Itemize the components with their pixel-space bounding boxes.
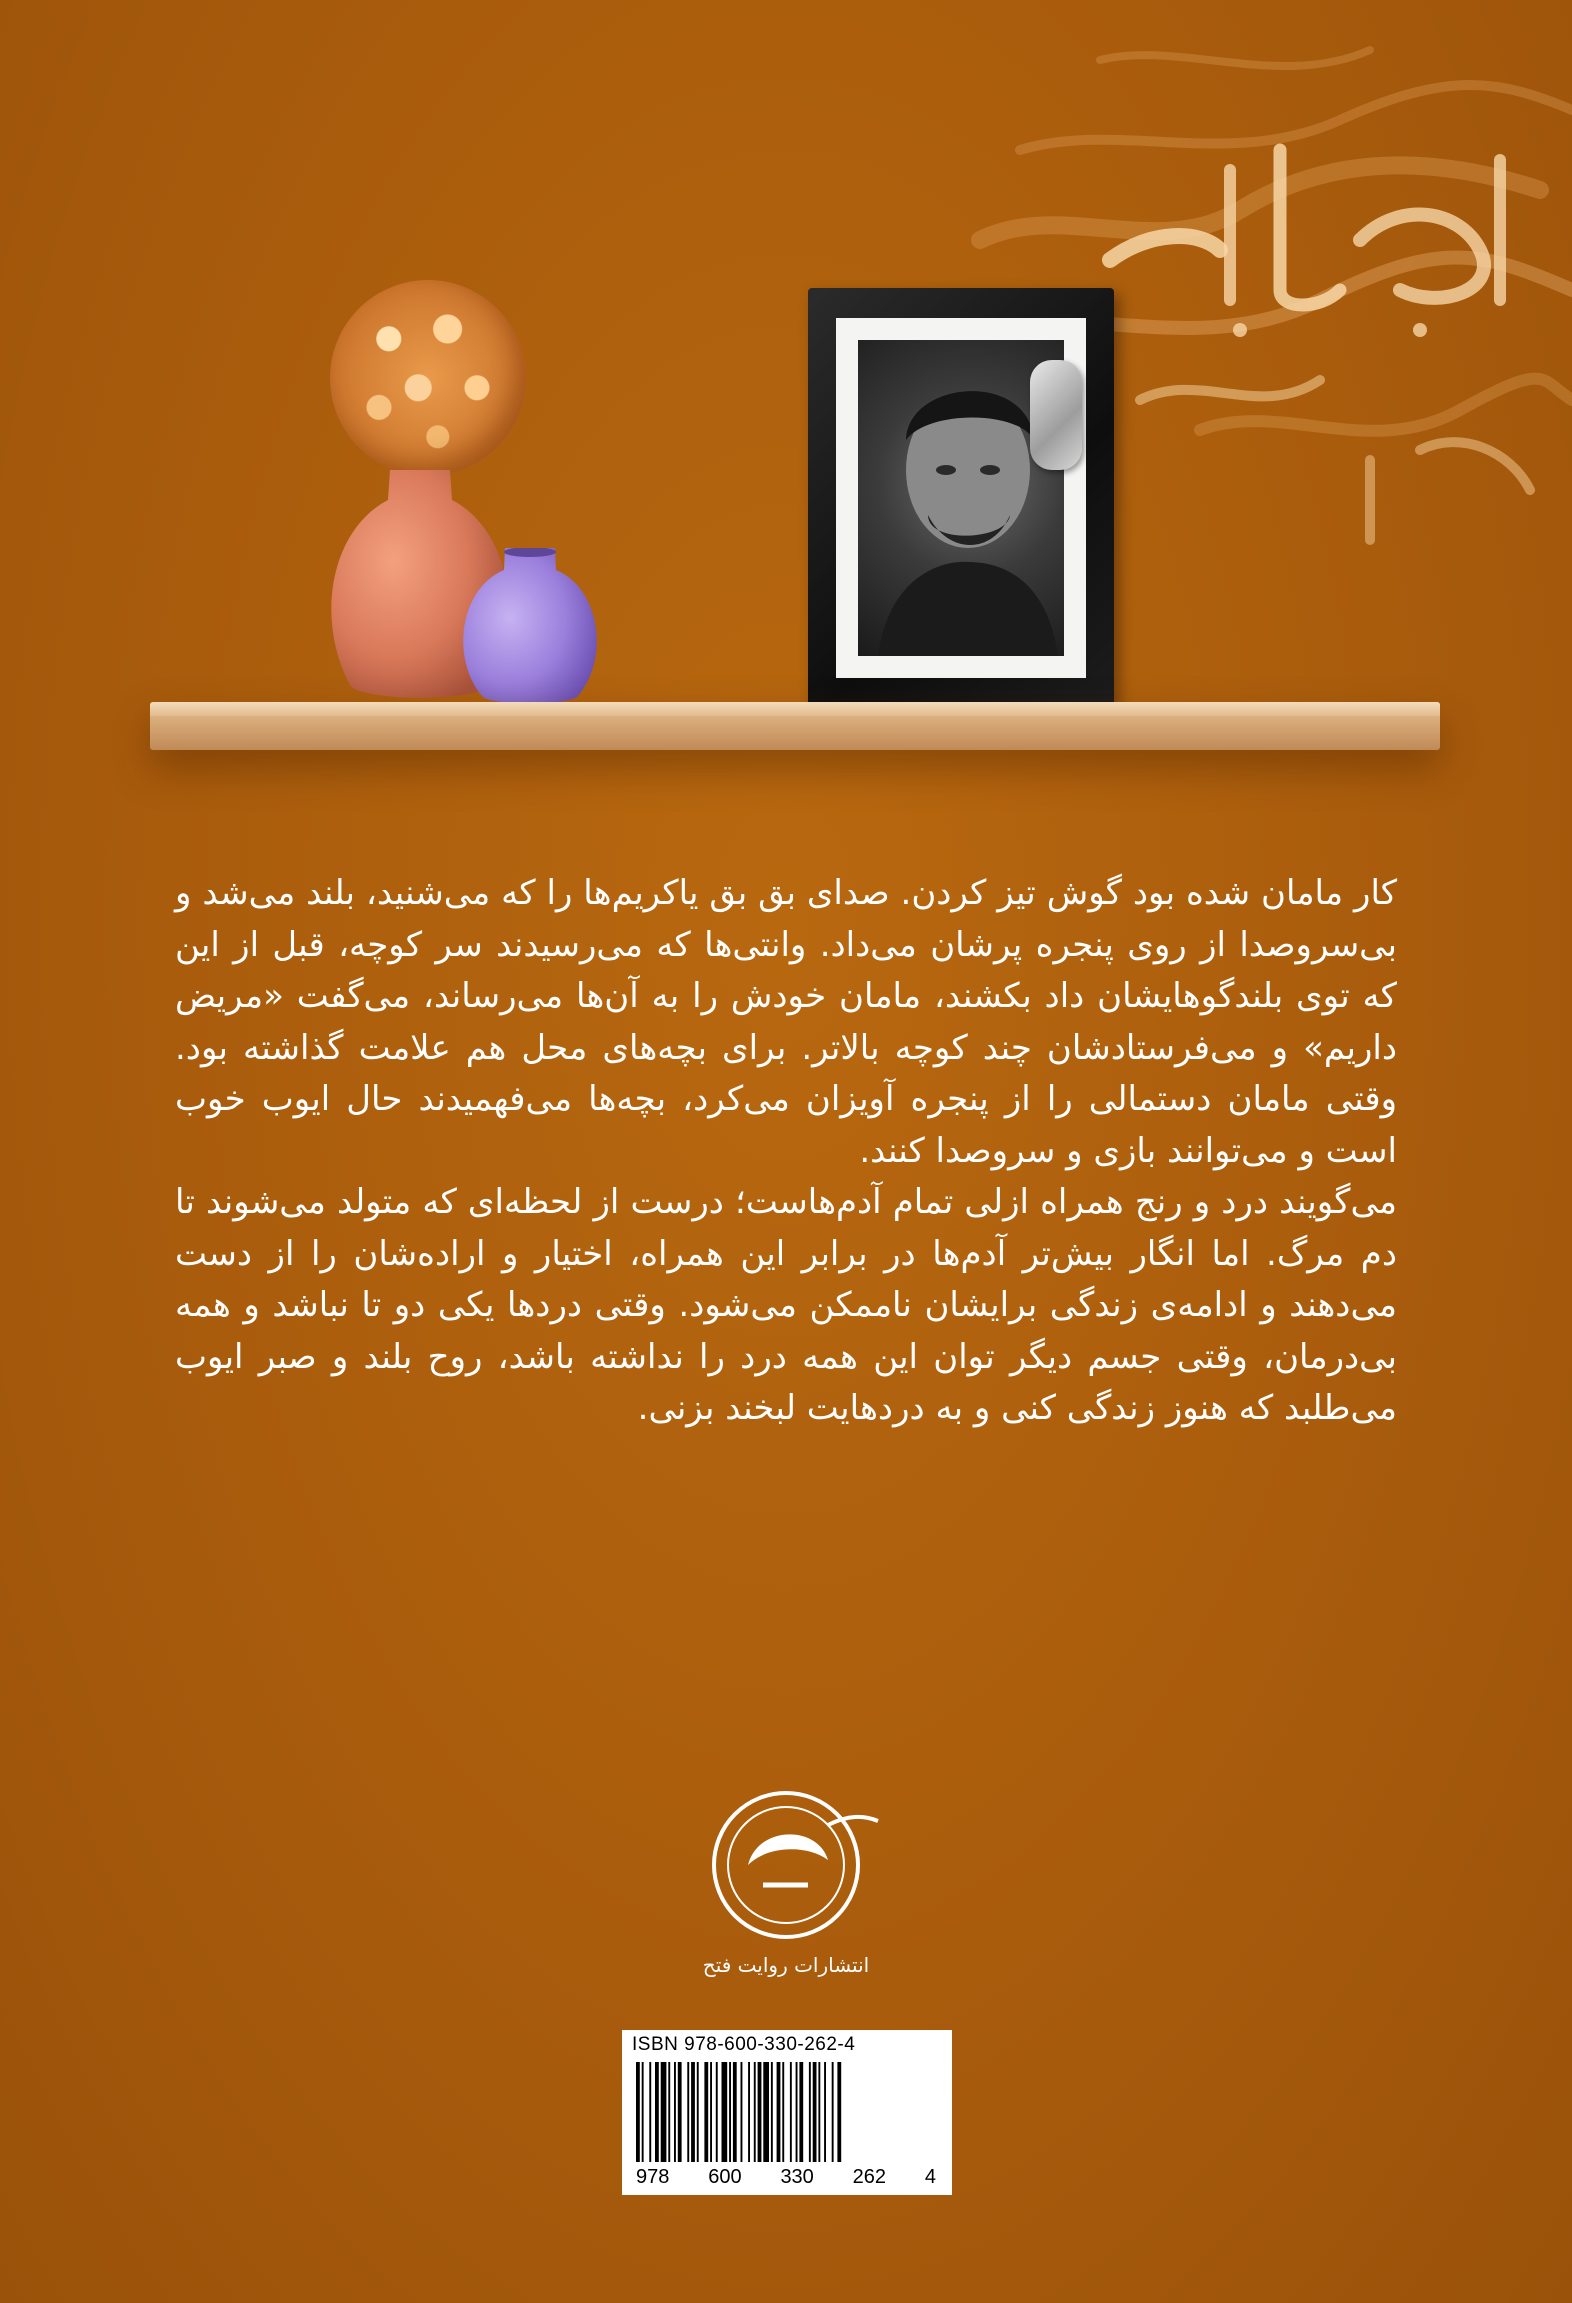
publisher-name: انتشارات روایت فتح bbox=[702, 1953, 870, 1977]
isbn-barcode-box bbox=[622, 2030, 952, 2195]
blurb-paragraph-1: کار مامان شده بود گوش تیز کردن. صدای بق بق یاکریم‌ها را که می‌شنید، بلند می‌شد و بی‌سروصدا از روی پنجره پرشان می‌داد. وانتی‌ها که می‌رسیدند سر کوچه، قبل از این که توی بلندگوهایشان داد بکشند، مامان خودش را به آن‌ها می‌رساند، می‌گفت «مریض داریم» و می‌فرستادشان چند کوچه بالاتر. برای بچه‌های محل هم علامت گذاشته بود. وقتی مامان دستمالی را از پنجره آویزان می‌کرد، بچه‌ها می‌فهمیدند حال ایوب خوب است و می‌توانند بازی و سروصدا کنند. bbox=[175, 873, 1397, 1171]
isbn-digit-group: 978 bbox=[636, 2166, 670, 2188]
blurb-paragraph-2: می‌گویند درد و رنج همراه ازلی تمام آدم‌هاست؛ درست از لحظه‌ای که متولد می‌شوند تا دم مرگ. اما انگار بیش‌تر آدم‌ها در برابر این همراه، اختیار و اراده‌شان را از دست می‌دهند و ادامه‌ی زندگی برایشان ناممکن می‌شود. وقتی دردها یکی دو تا نباشد و همه بی‌درمان، وقتی جسم دیگر توان این همه درد را نداشته باشد، روح بلند و صبر ایوب می‌طلبد که هنوز زندگی کنی و به دردهایت لبخند بزنی. bbox=[175, 1182, 1397, 1428]
wooden-shelf bbox=[150, 702, 1440, 750]
flower-bouquet-image bbox=[330, 280, 526, 476]
isbn-digit-group: 600 bbox=[708, 2166, 742, 2188]
barcode-image bbox=[636, 2062, 936, 2162]
isbn-label: ISBN 978-600-330-262-4 bbox=[632, 2034, 856, 2055]
isbn-digit-group: 4 bbox=[924, 2166, 936, 2188]
shelf-scene bbox=[0, 270, 1572, 790]
isbn-digits bbox=[636, 2166, 936, 2189]
isbn-digit-group: 262 bbox=[852, 2166, 887, 2188]
publisher-logo bbox=[688, 1785, 884, 2000]
photo-frame-image bbox=[808, 288, 1114, 708]
isbn-digit-group: 330 bbox=[780, 2166, 814, 2188]
purple-vase-image bbox=[460, 548, 600, 710]
dog-tag-image bbox=[1030, 360, 1082, 470]
back-cover-blurb bbox=[175, 868, 1397, 1435]
